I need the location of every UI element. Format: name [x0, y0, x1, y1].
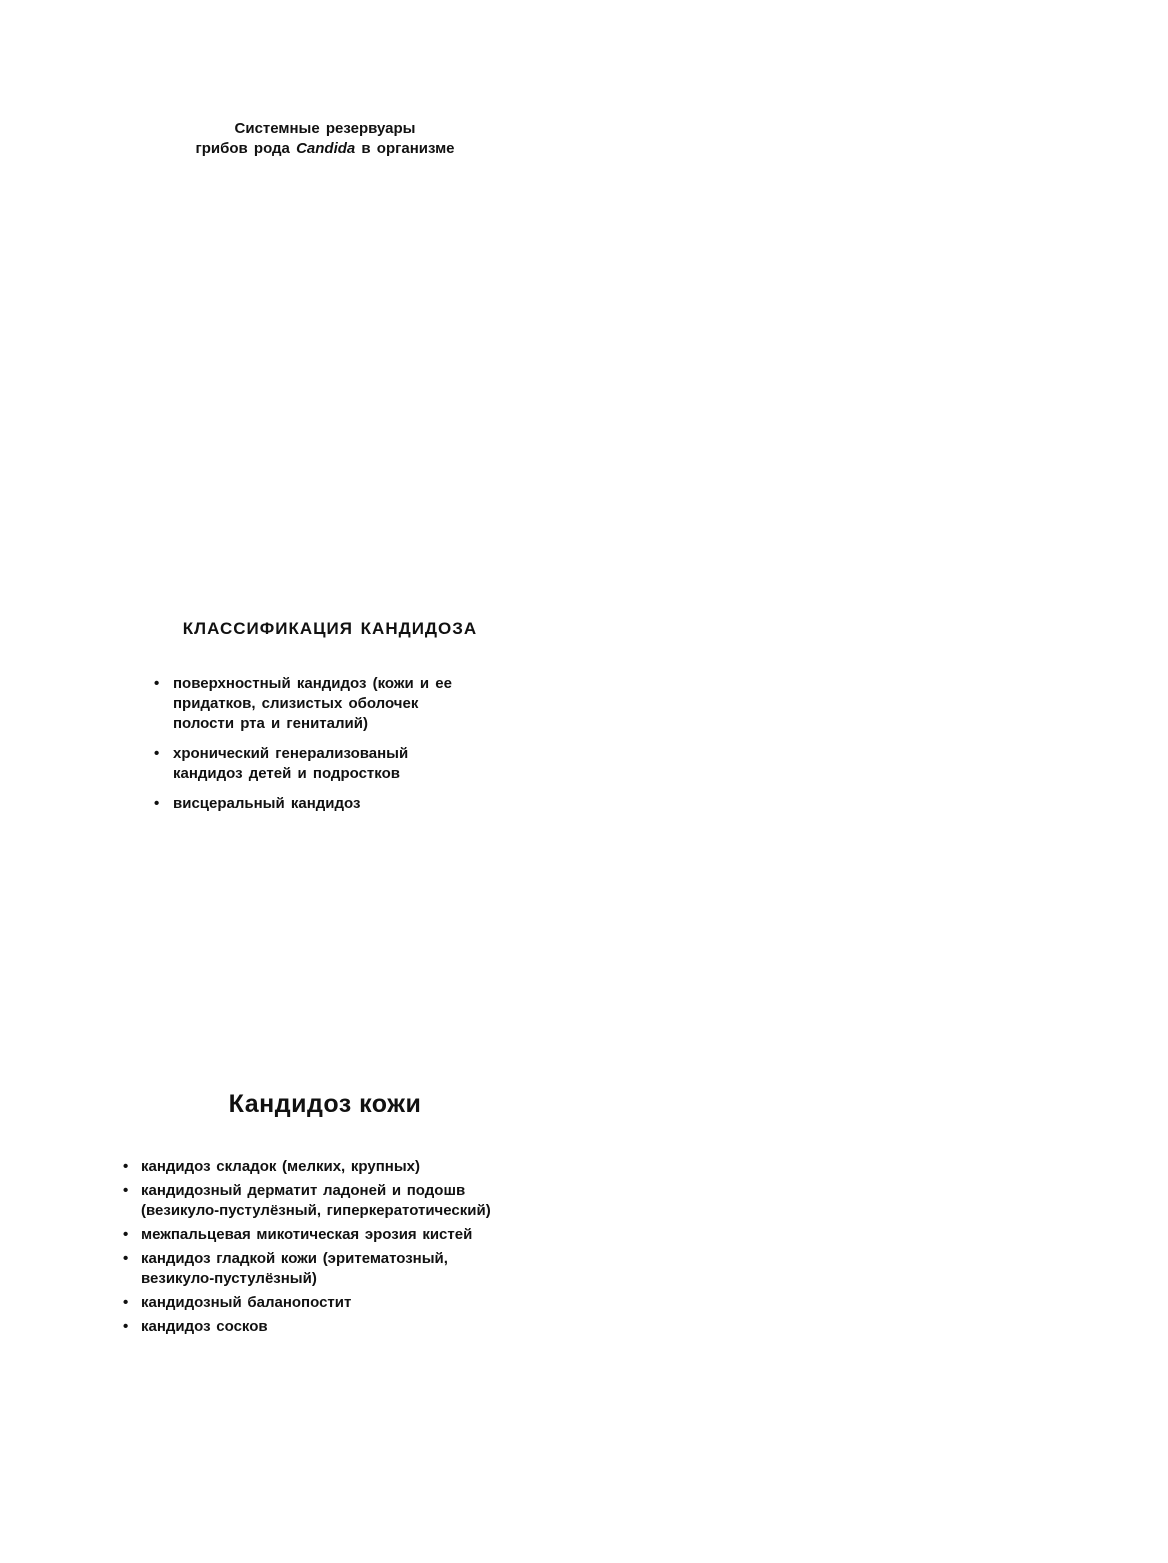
bullet-icon: •	[123, 1226, 129, 1243]
list-item	[123, 1181, 543, 1221]
list-item-line: везикуло-пустулёзный)	[141, 1270, 317, 1287]
genus-name-italic: Candida	[296, 140, 356, 157]
title-line	[150, 139, 500, 159]
list-item	[123, 1317, 543, 1337]
title-text: в организме	[355, 140, 455, 157]
list-item-line: межпальцевая микотическая эрозия кистей	[141, 1226, 473, 1243]
slide-title-candida-reservoirs	[150, 119, 500, 159]
list-item-line: кандидоз складок (мелких, крупных)	[141, 1158, 420, 1175]
bullet-icon: •	[123, 1318, 129, 1335]
title-text: грибов рода	[195, 140, 297, 157]
list-item-line: кандидоз гладкой кожи (эритематозный,	[141, 1250, 448, 1267]
bullet-icon: •	[123, 1294, 129, 1311]
bullet-icon: •	[154, 675, 160, 692]
list-item-line: придатков, слизистых оболочек	[173, 695, 419, 712]
bullet-icon: •	[154, 795, 160, 812]
slide-title-classification: КЛАССИФИКАЦИЯ КАНДИДОЗА	[182, 619, 478, 638]
list-item-line: полости рта и гениталий)	[173, 715, 368, 732]
list-item	[154, 674, 514, 734]
list-item-line: хронический генерализованый	[173, 745, 409, 762]
title-line: Системные резервуары	[234, 120, 416, 137]
list-item-line: кандидозный дерматит ладоней и подошв	[141, 1182, 466, 1199]
list-item	[123, 1225, 543, 1245]
list-item	[154, 794, 514, 814]
list-item	[123, 1157, 543, 1177]
list-item-line: кандидоз сосков	[141, 1318, 268, 1335]
list-item	[123, 1293, 543, 1313]
bullet-icon: •	[123, 1158, 129, 1175]
bullet-icon: •	[154, 745, 160, 762]
list-item-line: кандидозный баланопостит	[141, 1294, 352, 1311]
slide-title-skin-candidiasis: Кандидоз кожи	[228, 1090, 422, 1118]
list-item-line: висцеральный кандидоз	[173, 795, 361, 812]
list-item	[123, 1249, 543, 1289]
list-item-line: кандидоз детей и подростков	[173, 765, 400, 782]
list-item-line: поверхностный кандидоз (кожи и ее	[173, 675, 452, 692]
list-item-line: (везикуло-пустулёзный, гиперкератотический)	[141, 1202, 491, 1219]
classification-list	[154, 674, 514, 824]
bullet-icon: •	[123, 1182, 129, 1199]
skin-candidiasis-list	[123, 1157, 543, 1341]
list-item	[154, 744, 514, 784]
bullet-icon: •	[123, 1250, 129, 1267]
